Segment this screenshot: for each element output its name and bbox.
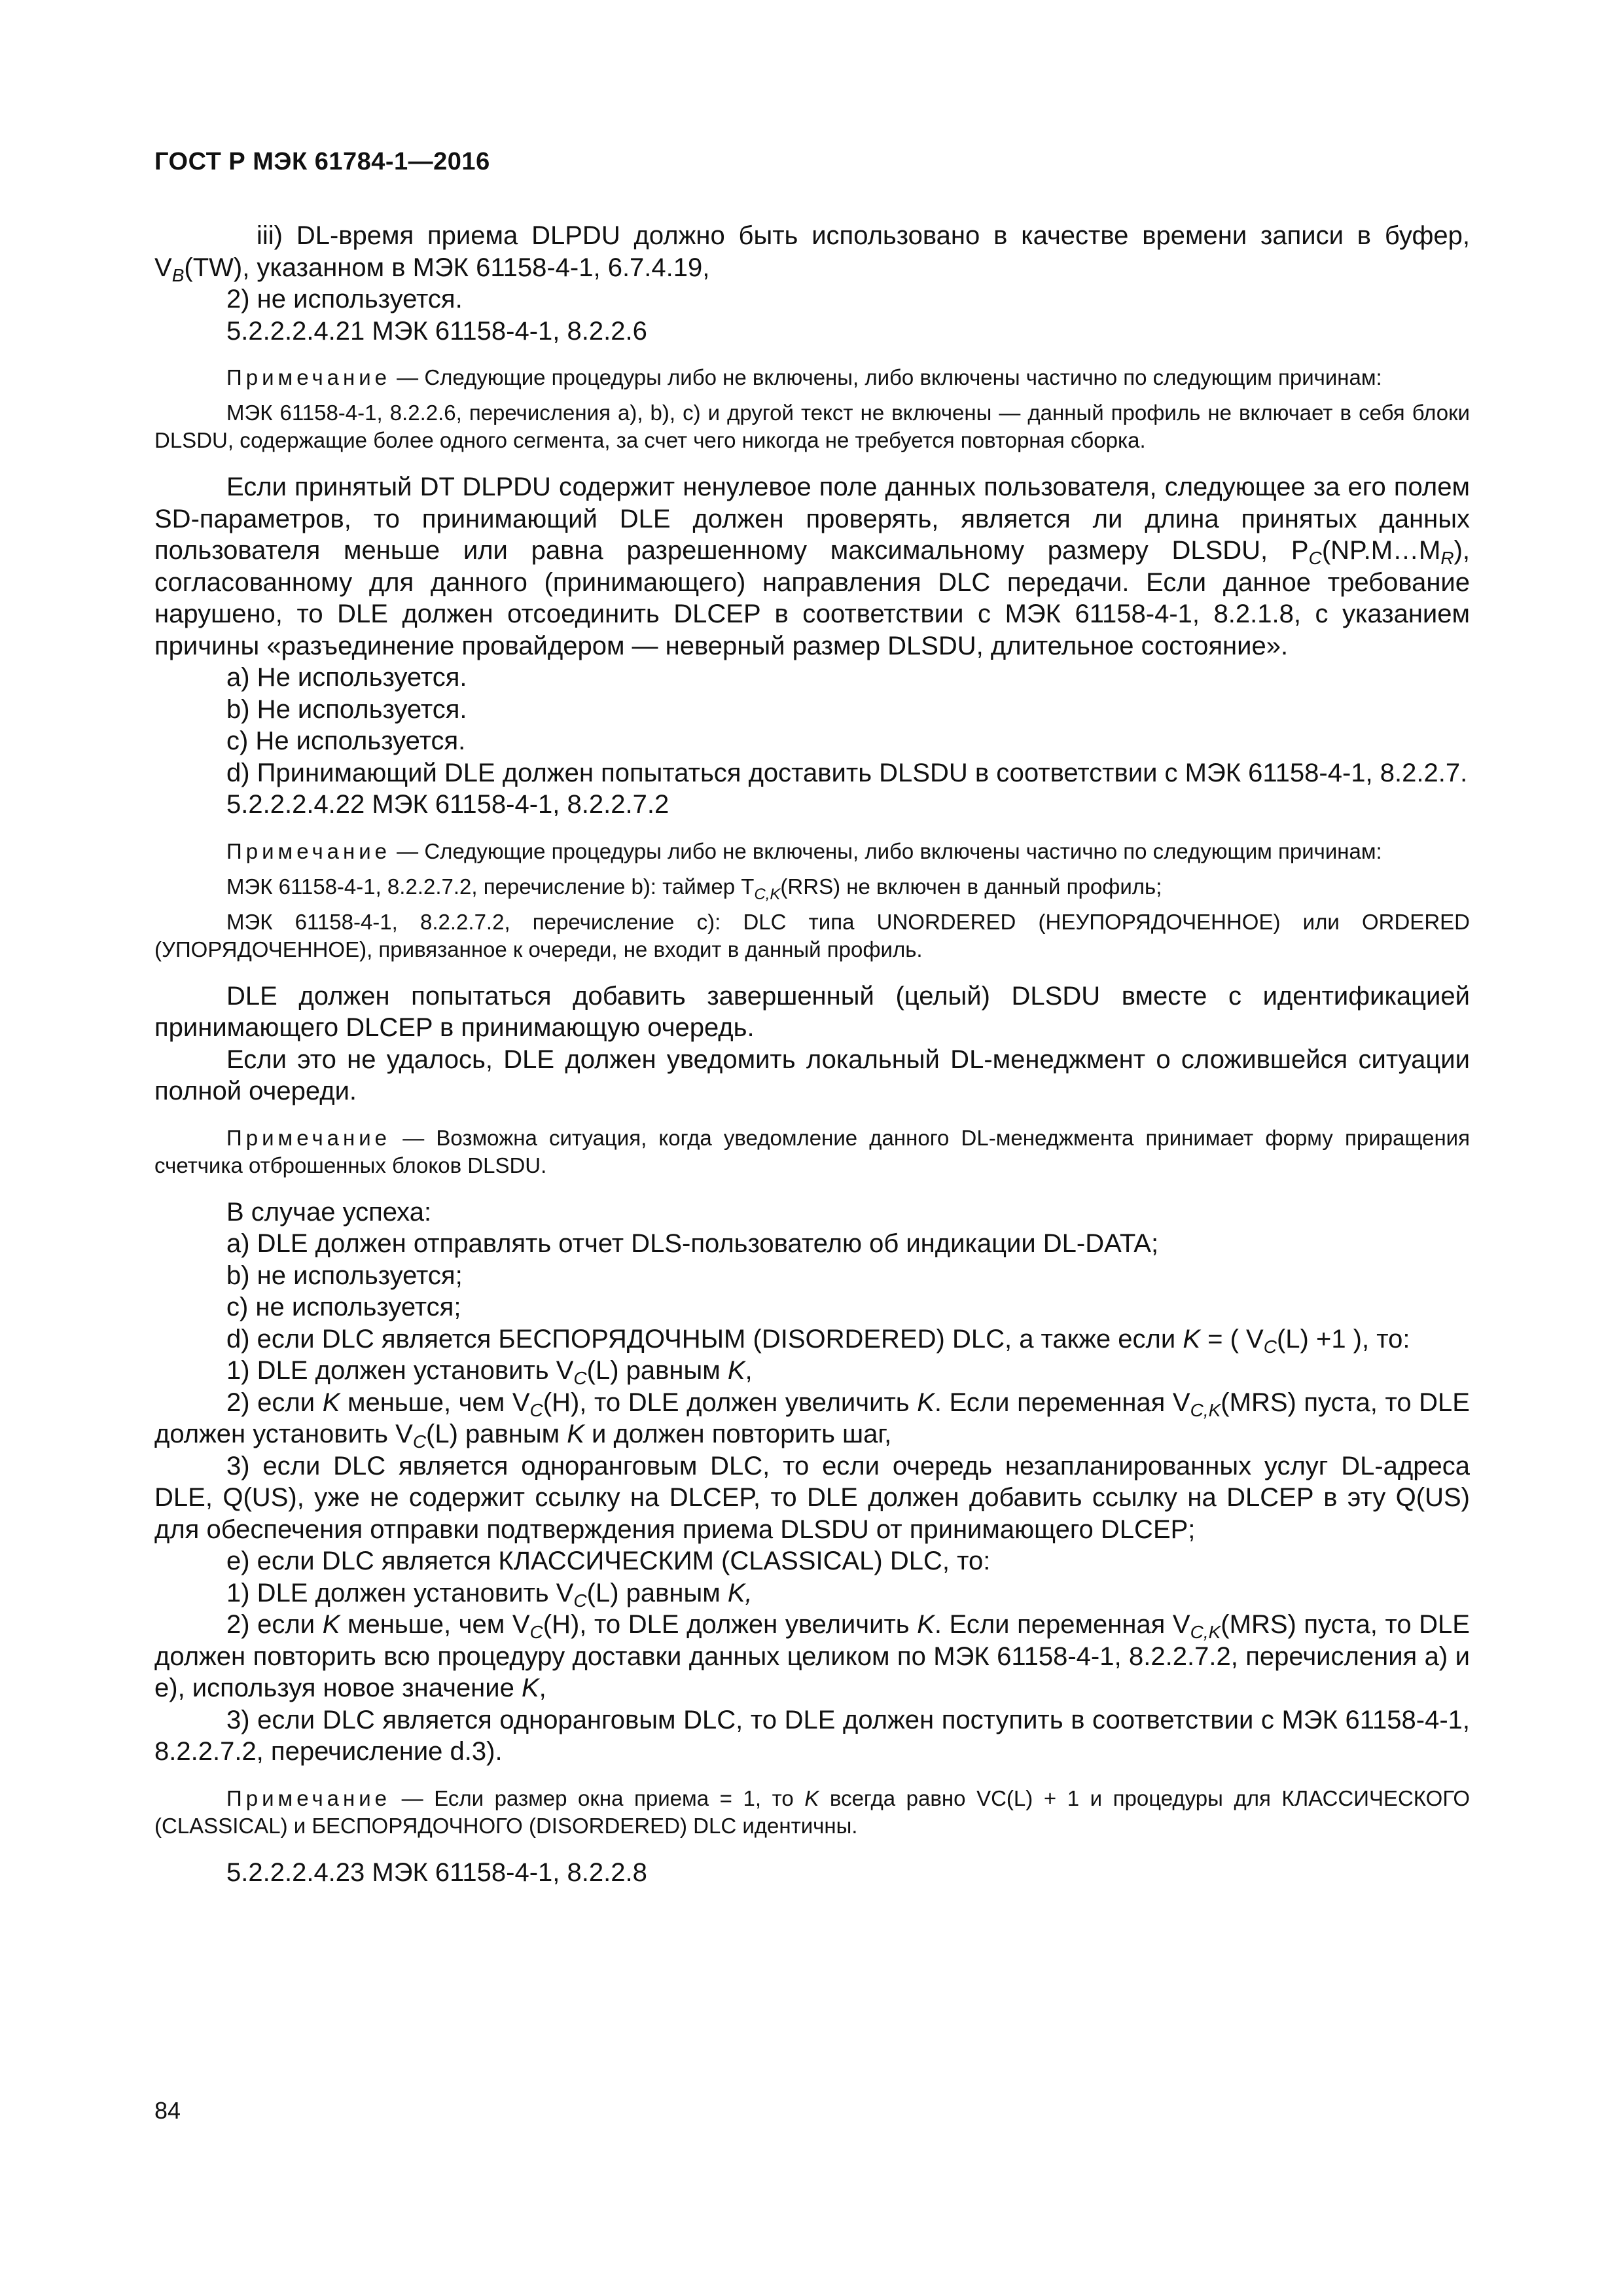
text-run: = ( V	[1200, 1324, 1264, 1354]
variable-k: K	[567, 1420, 584, 1448]
paragraph-iii	[154, 220, 1470, 283]
list-item-a-report: a) DLE должен отправлять отчет DLS-пользователю об индикации DL-DATA;	[226, 1229, 1159, 1258]
note-2-detail-c: МЭК 61158-4-1, 8.2.2.7.2, перечисление c): DLC типа UNORDERED (НЕУПОРЯДОЧЕННОЕ) или ORDERED (УПОРЯДОЧЕННОЕ), привязанное к очереди, не входит в данный профиль.	[154, 909, 1470, 961]
note-label: Примечание	[226, 365, 391, 389]
subscript	[754, 886, 780, 903]
text-run: (NP.M…M	[1321, 536, 1441, 565]
text-run: 2) если	[226, 1388, 323, 1417]
variable-k: K	[917, 1388, 935, 1417]
list-item-d2	[154, 1387, 1470, 1450]
text-run: (L) равным	[426, 1420, 567, 1448]
list-item-a: a) Не используется.	[226, 663, 467, 692]
paragraph-add-dlsdu: DLE должен попытаться добавить завершенный (целый) DLSDU вместе с идентификацией принимающего DLCEP в принимающую очередь.	[154, 981, 1470, 1042]
document-body	[154, 220, 1470, 1888]
note-3	[154, 1124, 1470, 1179]
subscript: C	[529, 1399, 543, 1420]
paragraph-dt-dlpdu	[154, 471, 1470, 662]
text-run: ,	[539, 1674, 546, 1702]
variable-k: K	[727, 1356, 745, 1385]
note-label: Примечание	[226, 1125, 391, 1150]
variable-k: K	[322, 1610, 340, 1639]
text-run: 2) если	[226, 1610, 323, 1639]
section-heading-22: 5.2.2.2.4.22 МЭК 61158-4-1, 8.2.2.7.2	[226, 790, 669, 819]
list-item-c: c) Не используется.	[226, 726, 466, 755]
paragraph-success: В случае успеха:	[226, 1197, 432, 1227]
text-run: 1) DLE должен установить V	[226, 1356, 574, 1385]
variable-k: K	[521, 1674, 539, 1702]
list-item-d3: 3) если DLC является одноранговым DLC, то если очередь незапланированных услуг DL-адреса DLE, Q(US), уже не содержит ссылку на DLCEP, то DLE должен добавить ссылку на DLCEP в эту Q(US) для обеспечения отправки подтверждения приема DLSDU от принимающего DLCEP;	[154, 1451, 1470, 1544]
text-run: ), согласованному для данного (принимающего) направления DLC передачи. Если данное требование нарушено, то DLE должен отсоединить DLCEP в соответствии с МЭК 61158-4-1, 8.2.1.8, с указанием причины «разъединение провайдером — неверный размер DLSDU, длительное состояние».	[154, 536, 1470, 660]
document-header: ГОСТ Р МЭК 61784-1—2016	[154, 148, 490, 175]
list-item-e2	[154, 1609, 1470, 1704]
document-page	[154, 0, 1470, 2296]
list-item-b-unused: b) не используется;	[226, 1261, 463, 1290]
note-1-detail: МЭК 61158-4-1, 8.2.2.6, перечисления a), b), c) и другой текст не включены — данный профиль не включает в себя блоки DLSDU, содержащие более одного сегмента, за счет чего никогда не требуется повторная сборка.	[154, 401, 1470, 452]
text-run: (MRS) пуста, то DLE должен установить V	[154, 1388, 1470, 1448]
text-run: МЭК 61158-4-1, 8.2.2.7.2, перечисление b): таймер T	[226, 874, 755, 899]
section-heading-23: 5.2.2.2.4.23 МЭК 61158-4-1, 8.2.2.8	[226, 1857, 647, 1887]
list-item-d-disordered	[154, 1323, 1470, 1355]
text-run: d) если DLC является БЕСПОРЯДОЧНЫМ (DISORDERED) DLC, а также если	[226, 1324, 1183, 1354]
text-run: 1) DLE должен установить V	[226, 1578, 574, 1607]
subscript: C,K	[1190, 1622, 1221, 1642]
text-run: (TW), указанном в МЭК 61158-4-1, 6.7.4.19,	[184, 253, 710, 282]
paragraph-queue-full: Если это не удалось, DLE должен уведомить локальный DL-менеджмент о сложившейся ситуации полной очереди.	[154, 1045, 1470, 1105]
list-item-d1	[154, 1355, 1470, 1387]
note-2-detail-b	[154, 873, 1470, 901]
note-label: Примечание	[226, 838, 391, 863]
note-1	[154, 364, 1470, 391]
text-run: меньше, чем V	[340, 1388, 530, 1417]
note-text: всегда равно VC(L) + 1 и процедуры для КЛАССИЧЕСКОГО (CLASSICAL) и БЕСПОРЯДОЧНОГО (DISORDERED) DLC идентичны.	[154, 1785, 1471, 1838]
note-label: Примечание	[226, 1785, 391, 1810]
variable-k: K	[804, 1785, 819, 1810]
subscript: C	[1263, 1336, 1277, 1357]
note-4	[154, 1785, 1470, 1840]
section-heading-21: 5.2.2.2.4.21 МЭК 61158-4-1, 8.2.2.6	[226, 316, 647, 346]
subscript: C	[573, 1590, 587, 1611]
list-item-e3: 3) если DLC является одноранговым DLC, то DLE должен поступить в соответствии с МЭК 61158-4-1, 8.2.2.7.2, перечисление d.3).	[154, 1705, 1470, 1766]
text-run: iii) DL-время приема DLPDU должно быть использовано в качестве времени записи в буфер, V	[154, 221, 1470, 282]
list-item-e-classical: e) если DLC является КЛАССИЧЕСКИМ (CLASSICAL) DLC, то:	[226, 1547, 991, 1575]
subscript: C	[412, 1431, 427, 1452]
page-number: 84	[154, 2097, 181, 2124]
text-run: . Если переменная V	[934, 1388, 1190, 1417]
subscript: C,K	[1190, 1399, 1221, 1420]
variable-k: K	[917, 1610, 935, 1639]
subscript: R	[1440, 548, 1454, 568]
subscript: C	[529, 1622, 543, 1642]
variable-k: K	[1183, 1324, 1201, 1354]
text-run: . Если переменная V	[934, 1610, 1190, 1639]
text-run: (RRS) не включен в данный профиль;	[780, 874, 1162, 899]
text-run: (L) +1 ), то:	[1276, 1324, 1410, 1354]
list-item-d: d) Принимающий DLE должен попытаться доставить DLSDU в соответствии с МЭК 61158-4-1, 8.2.2.7.	[226, 758, 1468, 787]
text-run: ,K	[765, 885, 781, 903]
text-run: меньше, чем V	[340, 1610, 530, 1639]
paragraph-item-2: 2) не используется.	[226, 285, 463, 314]
text-run: (MRS) пуста, то DLE должен повторить всю процедуру доставки данных целиком по МЭК 61158-4-1, 8.2.2.7.2, перечисления a) и e), используя новое значение	[154, 1610, 1470, 1702]
variable-k: K	[322, 1388, 340, 1417]
note-text: — Возможна ситуация, когда уведомление данного DL-менеджмента принимает форму приращения счетчика отброшенных блоков DLSDU.	[154, 1125, 1470, 1177]
subscript: B	[171, 264, 185, 285]
list-item-c-unused: c) не используется;	[226, 1293, 461, 1321]
text-run: (H), то DLE должен увеличить	[543, 1610, 918, 1639]
note-text: — Следующие процедуры либо не включены, либо включены частично по следующим причинам:	[391, 838, 1382, 863]
text-run: (L) равным	[586, 1578, 728, 1607]
text-run: ,	[745, 1356, 753, 1385]
variable-k: K,	[727, 1578, 753, 1607]
list-item-e1	[154, 1577, 1470, 1609]
note-2	[154, 838, 1470, 865]
list-item-b: b) Не используется.	[226, 694, 467, 724]
text-run: C	[754, 885, 766, 903]
text-run: (H), то DLE должен увеличить	[543, 1388, 918, 1417]
subscript: C	[1308, 548, 1322, 568]
text-run: (L) равным	[586, 1356, 728, 1385]
note-text: — Если размер окна приема = 1, то	[391, 1785, 805, 1810]
text-run: Если принятый DT DLPDU содержит ненулевое поле данных пользователя, следующее за его полем SD-параметров, то принимающий DLE должен проверять, является ли длина принятых данных пользователя меньше или равна разрешенному максимальному размеру DLSDU, P	[154, 473, 1470, 565]
subscript: C	[573, 1368, 587, 1388]
text-run: и должен повторить шаг,	[584, 1420, 892, 1448]
note-text: — Следующие процедуры либо не включены, либо включены частично по следующим причинам:	[391, 365, 1382, 389]
